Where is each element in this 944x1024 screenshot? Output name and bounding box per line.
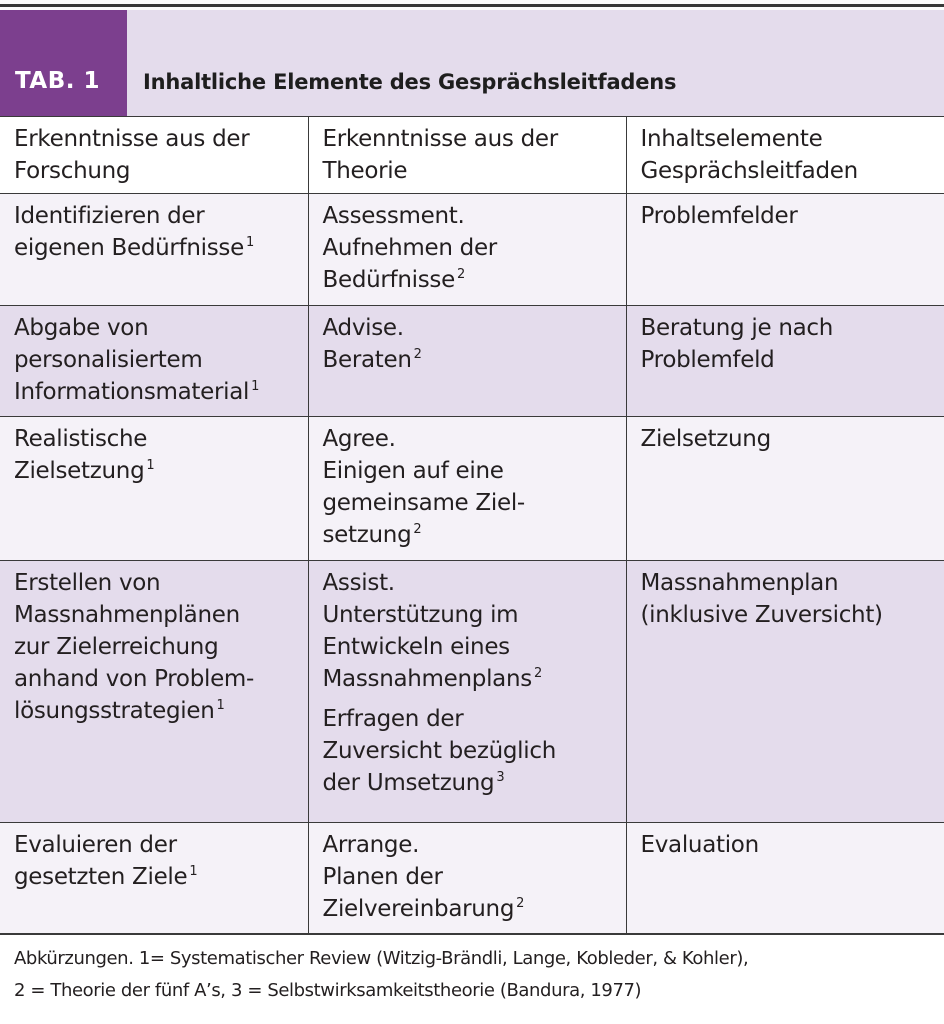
cell-line: Advise. bbox=[322, 315, 404, 341]
cell-line: Identifizieren der bbox=[14, 203, 205, 229]
reference-marker: 2 bbox=[456, 267, 465, 282]
cell-line: Assist. bbox=[322, 570, 395, 596]
cell-line: Zielsetzung bbox=[640, 426, 771, 452]
cell-line: Realistische bbox=[14, 426, 148, 452]
cell-line: Einigen auf eine bbox=[322, 458, 504, 484]
cell-line: personalisiertem bbox=[14, 347, 203, 373]
header-cell-content bbox=[626, 117, 944, 194]
table-footnote bbox=[0, 934, 944, 1014]
table-frame bbox=[0, 4, 944, 1011]
header-research-line: Erkenntnisse aus der bbox=[14, 126, 250, 152]
table-number: TAB. 1 bbox=[15, 68, 100, 94]
reference-marker: 1 bbox=[216, 698, 225, 713]
cell-line: Beratung je nach bbox=[640, 315, 834, 341]
content-cell bbox=[626, 561, 944, 823]
theory-cell bbox=[308, 417, 626, 561]
cell-line: Planen der bbox=[322, 864, 443, 890]
reference-marker: 2 bbox=[413, 522, 422, 537]
cell-line: Agree. bbox=[322, 426, 396, 452]
footnote-line: Abkürzungen. 1= Systematischer Review (Witzig-Brändli, Lange, Kobleder, & Kohler), bbox=[14, 948, 749, 969]
cell-line: Arrange. bbox=[322, 832, 420, 858]
cell-line: anhand von Problem- bbox=[14, 666, 255, 692]
research-cell bbox=[0, 561, 308, 823]
header-content-line: Inhaltselemente bbox=[640, 126, 823, 152]
theory-cell bbox=[308, 306, 626, 417]
reference-marker: 1 bbox=[189, 864, 198, 879]
cell-line: Zielvereinbarung $^2$ bbox=[322, 896, 525, 922]
cell-line: Zuversicht bezüglich bbox=[322, 738, 556, 764]
table-row bbox=[0, 417, 944, 561]
cell-line: Massnahmenplan bbox=[640, 570, 839, 596]
table-header-row bbox=[0, 117, 944, 194]
header-cell-theory bbox=[308, 117, 626, 194]
table-row bbox=[0, 823, 944, 934]
cell-line: der Umsetzung $^3$ bbox=[322, 770, 505, 796]
reference-marker: 1 bbox=[251, 379, 260, 394]
reference-marker: 3 bbox=[496, 770, 505, 785]
table-row bbox=[0, 194, 944, 306]
cell-line: Massnahmenplans $^2$ bbox=[322, 666, 542, 692]
table-header-bar bbox=[0, 10, 944, 116]
content-cell bbox=[626, 823, 944, 934]
cell-line: Erstellen von bbox=[14, 570, 161, 596]
header-cell-research bbox=[0, 117, 308, 194]
content-cell bbox=[626, 194, 944, 306]
cell-line: Bedürfnisse $^2$ bbox=[322, 267, 465, 293]
reference-marker: 1 bbox=[245, 235, 254, 250]
cell-line: gemeinsame Ziel- bbox=[322, 490, 525, 516]
cell-line: gesetzten Ziele $^1$ bbox=[14, 864, 198, 890]
cell-line: Problemfeld bbox=[640, 347, 775, 373]
table-row bbox=[0, 561, 944, 823]
content-table bbox=[0, 116, 944, 934]
reference-marker: 1 bbox=[146, 458, 155, 473]
footnote-line: 2 = Theorie der fünf A’s, 3 = Selbstwirksamkeitstheorie (Bandura, 1977) bbox=[14, 980, 642, 1001]
cell-line: Assessment. bbox=[322, 203, 465, 229]
cell-line: Informationsmaterial $^1$ bbox=[14, 379, 260, 405]
cell-line: Entwickeln eines bbox=[322, 634, 510, 660]
reference-marker: 2 bbox=[516, 896, 525, 911]
theory-cell bbox=[308, 194, 626, 306]
theory-cell bbox=[308, 823, 626, 934]
cell-line: setzung $^2$ bbox=[322, 522, 422, 548]
cell-line: Abgabe von bbox=[14, 315, 149, 341]
cell-line: (inklusive Zuversicht) bbox=[640, 602, 883, 628]
research-cell bbox=[0, 417, 308, 561]
cell-line: Problemfelder bbox=[640, 203, 798, 229]
cell-line: zur Zielerreichung bbox=[14, 634, 219, 660]
content-cell bbox=[626, 306, 944, 417]
cell-line: Zielsetzung $^1$ bbox=[14, 458, 155, 484]
cell-line: Massnahmenplänen bbox=[14, 602, 240, 628]
table-row bbox=[0, 306, 944, 417]
research-cell bbox=[0, 306, 308, 417]
cell-line: lösungsstrategien $^1$ bbox=[14, 698, 225, 724]
cell-line: Erfragen der bbox=[322, 706, 464, 732]
reference-marker: 2 bbox=[413, 347, 422, 362]
cell-line: Evaluieren der bbox=[14, 832, 177, 858]
reference-marker: 2 bbox=[533, 666, 542, 681]
cell-line: Evaluation bbox=[640, 832, 759, 858]
cell-line: Beraten $^2$ bbox=[322, 347, 422, 373]
theory-cell bbox=[308, 561, 626, 823]
content-cell bbox=[626, 417, 944, 561]
header-research-line: Forschung bbox=[14, 158, 131, 184]
cell-line: Aufnehmen der bbox=[322, 235, 497, 261]
cell-line: eigenen Bedürfnisse $^1$ bbox=[14, 235, 254, 261]
cell-line: Unterstützung im bbox=[322, 602, 519, 628]
header-theory-line: Theorie bbox=[322, 158, 408, 184]
header-theory-line: Erkenntnisse aus der bbox=[322, 126, 558, 152]
header-content-line: Gesprächsleitfaden bbox=[640, 158, 858, 184]
research-cell bbox=[0, 194, 308, 306]
table-title: Inhaltliche Elemente des Gesprächsleitfadens bbox=[143, 70, 677, 94]
table-number-badge bbox=[0, 10, 127, 116]
research-cell bbox=[0, 823, 308, 934]
